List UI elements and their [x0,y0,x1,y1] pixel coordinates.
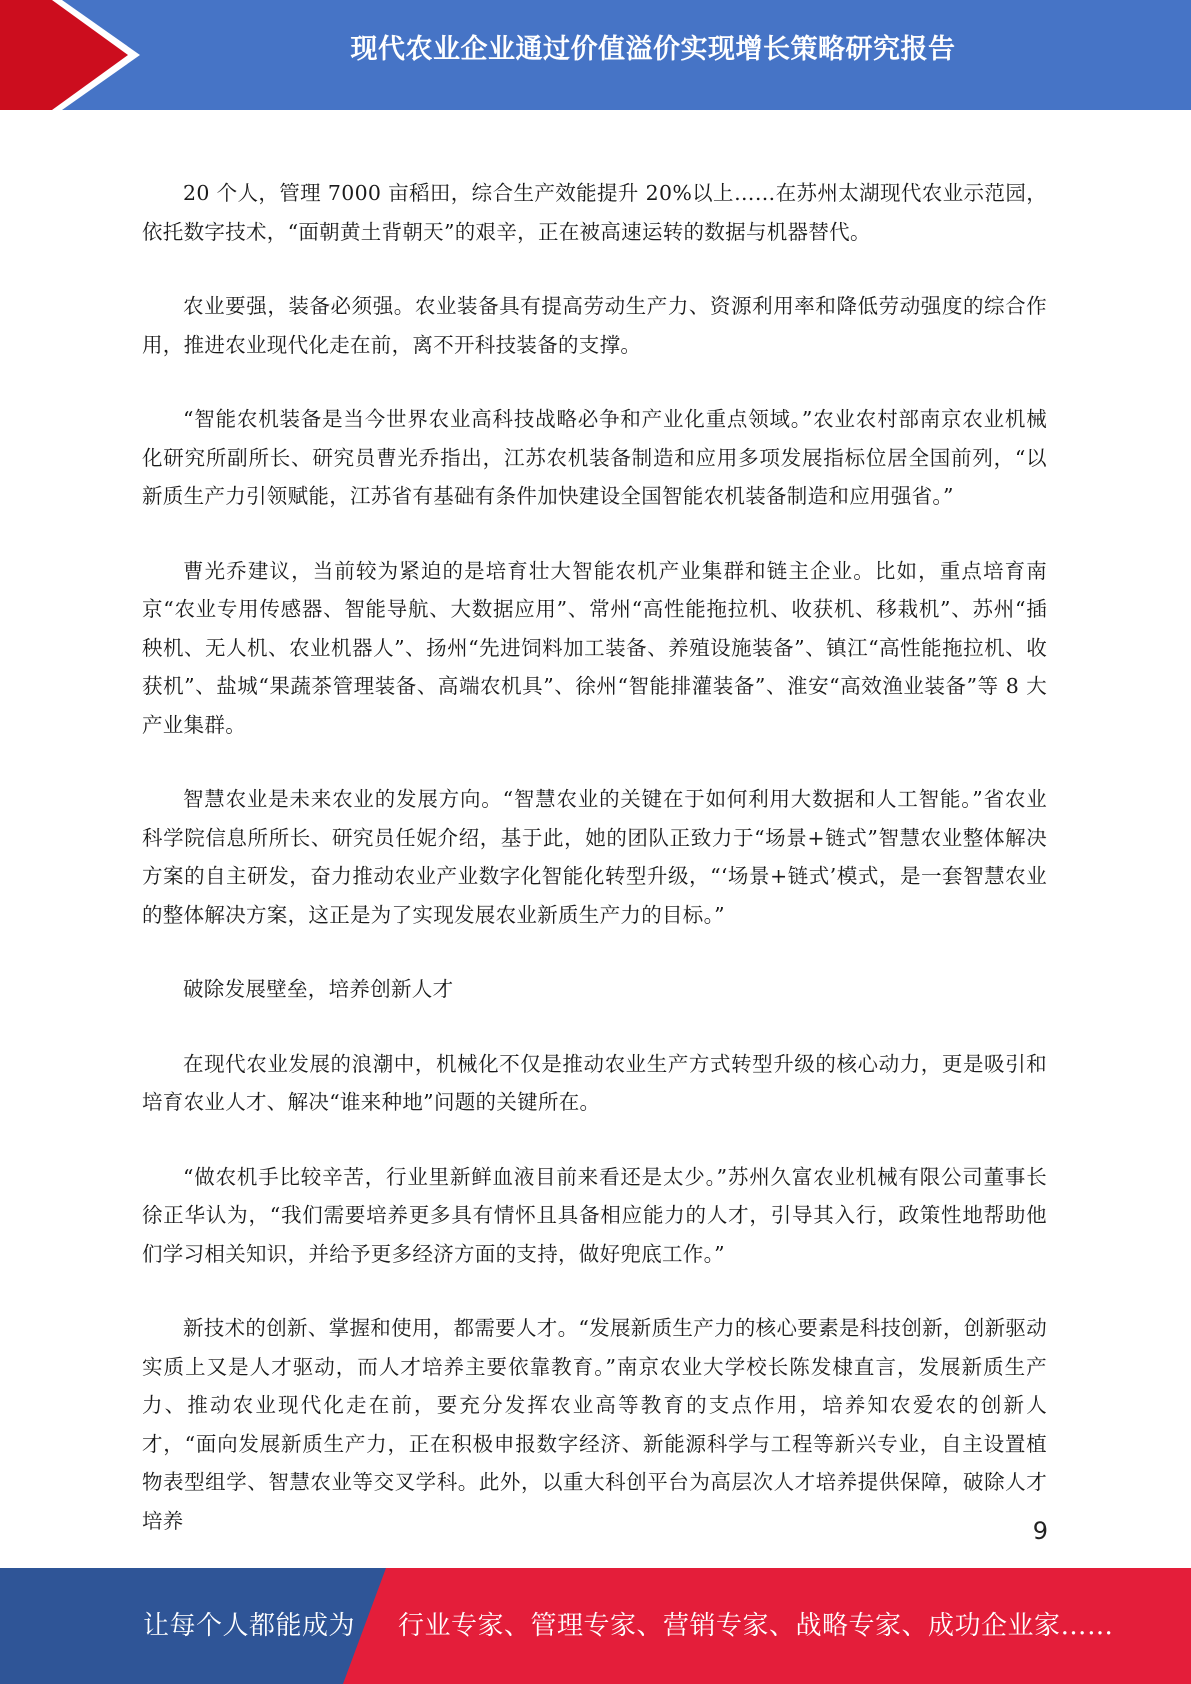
report-title: 现代农业企业通过价值溢价实现增长策略研究报告 [350,34,956,65]
paragraph: 在现代农业发展的浪潮中，机械化不仅是推动农业生产方式转型升级的核心动力，更是吸引和培育农业人才、解决“谁来种地”问题的关键所在。 [142,1051,1047,1114]
paragraph: 曹光乔建议，当前较为紧迫的是培育壮大智能农机产业集群和链主企业。比如，重点培育南京“农业专用传感器、智能导航、大数据应用”、常州“高性能拖拉机、收获机、移栽机”、苏州“插秧机、无人机、农业机器人”、扬州“先进饲料加工装备、养殖设施装备”、镇江“高性能拖拉机、收获机”、盐城“果蔬茶管理装备、高端农机具”、徐州“智能排灌装备”、淮安“高效渔业装备”等 8 大产业集群。 [142,558,1047,737]
paragraph: 新技术的创新、掌握和使用，都需要人才。“发展新质生产力的核心要素是科技创新，创新驱动实质上又是人才驱动，而人才培养主要依靠教育。”南京农业大学校长陈发棣直言，发展新质生产力、推动农业现代化走在前，要充分发挥农业高等教育的支点作用，培养知农爱农的创新人才，“面向发展新质生产力，正在积极申报数字经济、新能源科学与工程等新兴专业，自主设置植物表型组学、智慧农业等交叉学科。此外，以重大科创平台为高层次人才培养提供保障，破除人才培养 [142,1316,1047,1533]
paragraph: 智慧农业是未来农业的发展方向。“智慧农业的关键在于如何利用大数据和人工智能。”省农业科学院信息所所长、研究员任妮介绍，基于此，她的团队正致力于“场景+链式”智慧农业整体解决方案的自主研发，奋力推动农业产业数字化智能化转型升级，“‘场景+链式’模式，是一套智慧农业的整体解决方案，这正是为了实现发展农业新质生产力的目标。” [142,787,1047,927]
footer-slogan-right: 行业专家、管理专家、营销专家、战略专家、成功企业家…… [398,1611,1114,1641]
page-footer [0,1568,1191,1684]
page-number: 9 [1032,1517,1048,1545]
section-subheading: 破除发展壁垒，培养创新人才 [183,977,454,1001]
header-arrow-decoration [0,0,160,110]
paragraph: “智能农机装备是当今世界农业高科技战略必争和产业化重点领域。”农业农村部南京农业机械化研究所副所长、研究员曹光乔指出，江苏农机装备制造和应用多项发展指标位居全国前列，“以新质生产力引领赋能，江苏省有基础有条件加快建设全国智能农机装备制造和应用强省。” [142,407,1047,508]
paragraph: 农业要强，装备必须强。农业装备具有提高劳动生产力、资源利用率和降低劳动强度的综合作用，推进农业现代化走在前，离不开科技装备的支撑。 [142,294,1047,357]
page-header [0,0,1191,110]
footer-slogan-left: 让每个人都能成为 [143,1611,356,1641]
article-body [142,174,1047,1576]
paragraph: “做农机手比较辛苦，行业里新鲜血液目前来看还是太少。”苏州久富农业机械有限公司董事长徐正华认为，“我们需要培养更多具有情怀且具备相应能力的人才，引导其入行，政策性地帮助他们学习相关知识，并给予更多经济方面的支持，做好兜底工作。” [142,1164,1047,1266]
paragraph: 20 个人，管理 7000 亩稻田，综合生产效能提升 20%以上……在苏州太湖现代农业示范园，依托数字技术，“面朝黄土背朝天”的艰辛，正在被高速运转的数据与机器替代。 [142,181,1047,244]
